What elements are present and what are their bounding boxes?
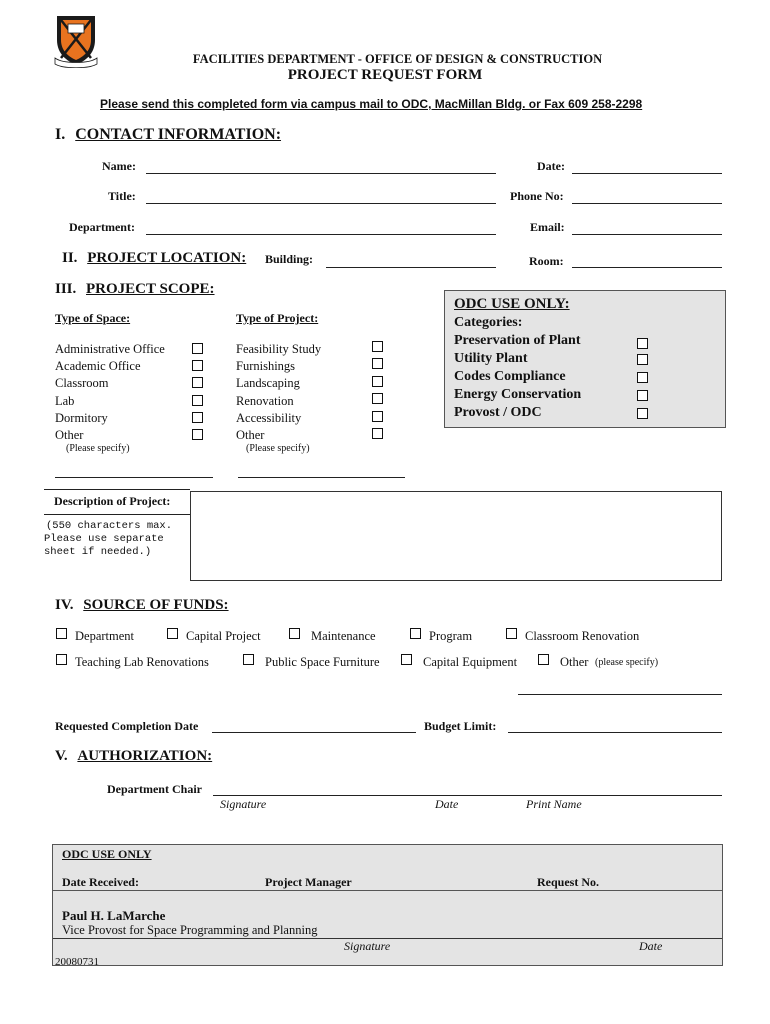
space-item: Other: [55, 428, 84, 442]
email-field[interactable]: [572, 234, 722, 235]
department-chair-label: Department Chair: [107, 782, 202, 796]
description-note-line: Please use separate: [44, 533, 164, 545]
funds-option: Public Space Furniture: [265, 655, 380, 669]
space-item: Administrative Office: [55, 342, 165, 356]
section-contact-heading: [55, 126, 281, 144]
building-field[interactable]: [326, 267, 496, 268]
description-note-line: sheet if needed.): [44, 546, 152, 558]
section-funds-heading: [55, 597, 229, 614]
name-field[interactable]: [146, 173, 496, 174]
funds-option: Capital Project: [186, 629, 261, 643]
project-type-header: Type of Project:: [236, 311, 319, 325]
funds-checkbox[interactable]: [538, 654, 549, 665]
phone-label: Phone No:: [510, 189, 564, 203]
section-number: V.: [55, 748, 68, 764]
section-number: III.: [55, 281, 77, 297]
date-received-label: Date Received:: [62, 875, 139, 889]
project-manager-label: Project Manager: [265, 875, 352, 889]
please-specify-note: (Please specify): [246, 443, 310, 454]
odc-category-checkbox[interactable]: [637, 372, 648, 383]
section-title: PROJECT SCOPE:: [86, 281, 215, 297]
section-title: PROJECT LOCATION:: [87, 250, 247, 266]
space-other-field[interactable]: [55, 477, 213, 478]
odc-category-item: Provost / ODC: [454, 405, 542, 420]
odc-category-item: Energy Conservation: [454, 387, 582, 402]
room-label: Room:: [529, 254, 564, 268]
funds-checkbox[interactable]: [410, 628, 421, 639]
section-title: AUTHORIZATION:: [77, 748, 213, 764]
odc-category-checkbox[interactable]: [637, 390, 648, 401]
funds-checkbox[interactable]: [167, 628, 178, 639]
budget-field[interactable]: [508, 732, 722, 733]
odc-categories-label: Categories:: [454, 315, 523, 330]
odc-use-only-panel: [444, 290, 726, 428]
odc-footer-divider: [53, 890, 722, 891]
space-item: Classroom: [55, 376, 109, 390]
space-item: Academic Office: [55, 359, 141, 373]
project-item: Landscaping: [236, 376, 300, 390]
space-item: Dormitory: [55, 411, 108, 425]
signer-title: Vice Provost for Space Programming and Planning: [62, 923, 318, 937]
department-chair-signature-field[interactable]: [213, 795, 722, 796]
phone-field[interactable]: [572, 203, 722, 204]
description-label-box: [44, 489, 190, 515]
budget-label: Budget Limit:: [424, 719, 497, 733]
funds-checkbox[interactable]: [56, 654, 67, 665]
funds-checkbox[interactable]: [243, 654, 254, 665]
project-item: Feasibility Study: [236, 342, 322, 356]
signer-name: Paul H. LaMarche: [62, 908, 166, 923]
funds-checkbox[interactable]: [56, 628, 67, 639]
title-label: Title:: [108, 189, 136, 203]
funds-checkbox[interactable]: [401, 654, 412, 665]
date-caption: Date: [639, 939, 663, 953]
funds-checkbox[interactable]: [506, 628, 517, 639]
space-checkbox[interactable]: [192, 429, 203, 440]
funds-option: Capital Equipment: [423, 655, 518, 669]
space-checkbox[interactable]: [192, 360, 203, 371]
odc-category-item: Utility Plant: [454, 351, 528, 366]
date-field[interactable]: [572, 173, 722, 174]
department-field[interactable]: [146, 234, 496, 235]
section-number: IV.: [55, 597, 74, 613]
space-type-header: Type of Space:: [55, 311, 131, 325]
signature-caption: Signature: [220, 797, 267, 811]
funds-option: Classroom Renovation: [525, 629, 640, 643]
please-specify-note: (Please specify): [66, 443, 130, 454]
section-scope-heading: [55, 281, 215, 298]
description-textarea[interactable]: [190, 491, 722, 581]
space-item: Lab: [55, 394, 75, 408]
project-checkbox[interactable]: [372, 411, 383, 422]
section-title: CONTACT INFORMATION:: [75, 126, 282, 143]
date-caption: Date: [435, 797, 459, 811]
section-number: II.: [62, 250, 78, 266]
form-revision-code: 20080731: [55, 956, 99, 968]
section-title: SOURCE OF FUNDS:: [83, 597, 229, 613]
department-label: Department:: [69, 220, 135, 234]
project-checkbox[interactable]: [372, 393, 383, 404]
project-checkbox[interactable]: [372, 358, 383, 369]
project-other-field[interactable]: [238, 477, 405, 478]
title-field[interactable]: [146, 203, 496, 204]
space-checkbox[interactable]: [192, 412, 203, 423]
name-label: Name:: [102, 159, 136, 173]
project-item: Furnishings: [236, 359, 296, 373]
odc-category-item: Preservation of Plant: [454, 333, 581, 348]
odc-footer-title: ODC USE ONLY: [62, 847, 152, 861]
funds-option: Maintenance: [311, 629, 376, 643]
odc-category-checkbox[interactable]: [637, 408, 648, 419]
request-number-label: Request No.: [537, 875, 599, 889]
funds-option: Department: [75, 629, 135, 643]
completion-date-field[interactable]: [212, 732, 416, 733]
space-checkbox[interactable]: [192, 377, 203, 388]
odc-category-checkbox[interactable]: [637, 338, 648, 349]
funds-other-field[interactable]: [518, 694, 722, 695]
space-checkbox[interactable]: [192, 395, 203, 406]
funds-option: Teaching Lab Renovations: [75, 655, 209, 669]
please-specify-note: (please specify): [595, 657, 659, 668]
project-item: Accessibility: [236, 411, 302, 425]
submission-instructions: Please send this completed form via campus mail to ODC, MacMillan Bldg. or Fax 609 258-2298: [100, 97, 643, 111]
date-label: Date:: [537, 159, 565, 173]
form-title: PROJECT REQUEST FORM: [287, 67, 483, 83]
section-authorization-heading: [55, 748, 212, 765]
description-label: Description of Project:: [54, 494, 171, 508]
funds-option: Other: [560, 655, 589, 669]
room-field[interactable]: [572, 267, 722, 268]
signature-caption: Signature: [344, 939, 391, 953]
print-name-caption: Print Name: [526, 797, 582, 811]
odc-category-item: Codes Compliance: [454, 369, 566, 384]
space-checkbox[interactable]: [192, 343, 203, 354]
email-label: Email:: [530, 220, 565, 234]
odc-footer-panel: [52, 844, 723, 966]
project-checkbox[interactable]: [372, 341, 383, 352]
section-number: I.: [55, 126, 66, 143]
odc-category-checkbox[interactable]: [637, 354, 648, 365]
building-label: Building:: [265, 252, 314, 266]
department-heading: FACILITIES DEPARTMENT - OFFICE OF DESIGN & CONSTRUCTION: [192, 52, 603, 66]
project-checkbox[interactable]: [372, 376, 383, 387]
completion-date-label: Requested Completion Date: [55, 719, 199, 733]
project-checkbox[interactable]: [372, 428, 383, 439]
description-note-line: (550 characters max.: [46, 520, 173, 532]
funds-option: Program: [429, 629, 473, 643]
funds-checkbox[interactable]: [289, 628, 300, 639]
odc-panel-title: ODC USE ONLY:: [454, 296, 570, 312]
project-item: Renovation: [236, 394, 294, 408]
section-location-heading: [62, 250, 246, 267]
project-item: Other: [236, 428, 265, 442]
